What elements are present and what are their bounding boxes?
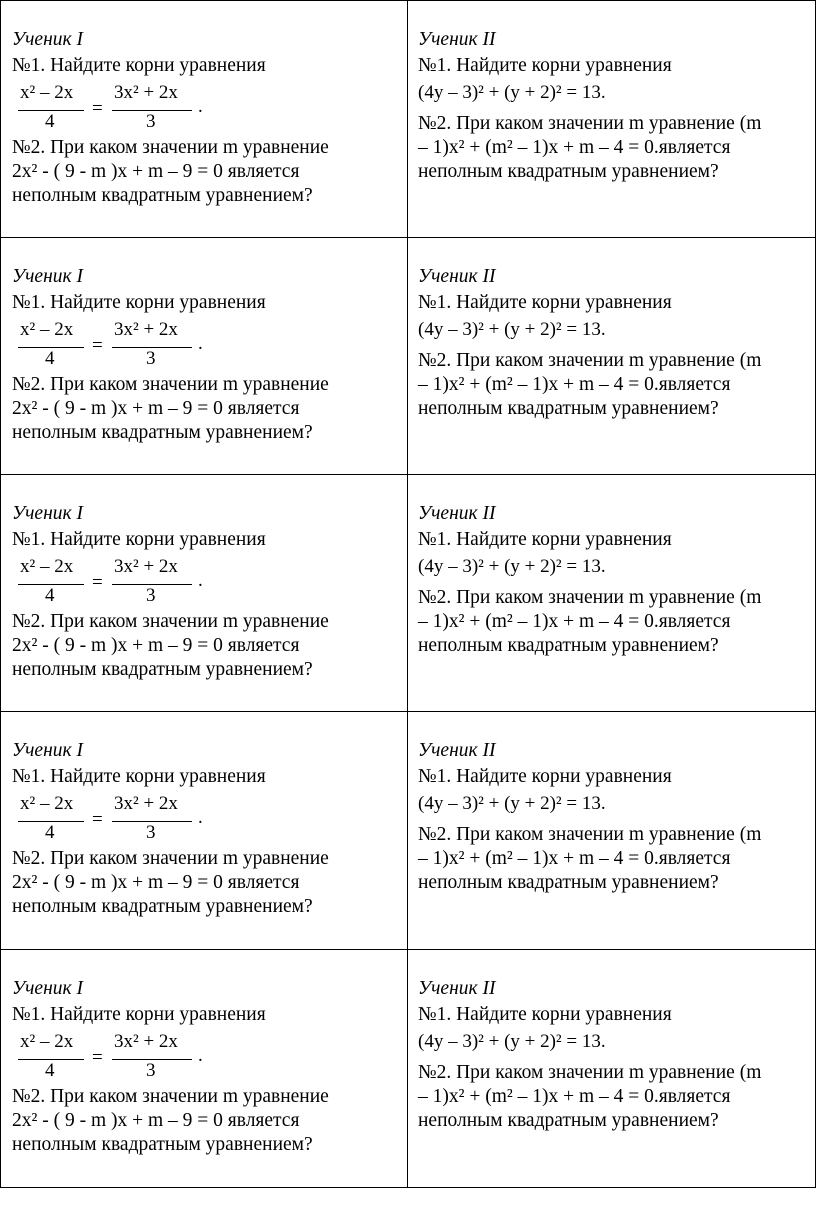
task-2-line-2: 2x² - ( 9 - m )x + m – 9 = 0 является xyxy=(12,872,300,893)
equals-sign: = xyxy=(92,809,103,830)
equation-period: . xyxy=(198,807,203,828)
task-1-label: №1. Найдите корни уравнения xyxy=(12,766,266,787)
fraction-equation xyxy=(18,793,218,843)
numerator-left: x² – 2x xyxy=(20,319,74,340)
task-2-line-1: №2. При каком значении m уравнение xyxy=(12,1086,329,1107)
denominator-right: 3 xyxy=(146,348,156,369)
student-2-title: Ученик II xyxy=(418,978,496,999)
task-2-line-3: неполным квадратным уравнением? xyxy=(12,896,313,917)
student-1-title: Ученик I xyxy=(12,740,83,761)
student-1-title: Ученик I xyxy=(12,503,83,524)
denominator-right: 3 xyxy=(146,585,156,606)
student-1-card xyxy=(12,237,406,474)
task-2-line-2: – 1)x² + (m² – 1)x + m – 4 = 0.является xyxy=(418,137,731,158)
equals-sign: = xyxy=(92,1047,103,1068)
task-2-line-1: №2. При каком значении m уравнение (m xyxy=(418,824,762,845)
numerator-right: 3x² + 2x xyxy=(114,82,178,103)
task-2-line-1: №2. При каком значении m уравнение (m xyxy=(418,587,762,608)
fraction-equation xyxy=(18,319,218,369)
student-1-card xyxy=(12,711,406,948)
task-2-line-1: №2. При каком значении m уравнение (m xyxy=(418,350,762,371)
numerator-right: 3x² + 2x xyxy=(114,556,178,577)
table-row xyxy=(0,474,816,711)
numerator-right: 3x² + 2x xyxy=(114,1031,178,1052)
equation-period: . xyxy=(198,333,203,354)
student-1-title: Ученик I xyxy=(12,978,83,999)
squares-equation: (4y – 3)² + (y + 2)² = 13. xyxy=(418,1031,606,1052)
table-border-bottom xyxy=(0,1187,816,1188)
denominator-left: 4 xyxy=(45,1060,55,1081)
squares-equation: (4y – 3)² + (y + 2)² = 13. xyxy=(418,793,606,814)
denominator-right: 3 xyxy=(146,822,156,843)
task-1-label: №1. Найдите корни уравнения xyxy=(418,766,672,787)
numerator-left: x² – 2x xyxy=(20,82,74,103)
task-1-label: №1. Найдите корни уравнения xyxy=(12,55,266,76)
task-2-line-1: №2. При каком значении m уравнение xyxy=(12,374,329,395)
denominator-right: 3 xyxy=(146,111,156,132)
student-1-title: Ученик I xyxy=(12,266,83,287)
denominator-left: 4 xyxy=(45,822,55,843)
task-2-line-3: неполным квадратным уравнением? xyxy=(418,872,719,893)
table-row xyxy=(0,0,816,237)
task-2-line-2: 2x² - ( 9 - m )x + m – 9 = 0 является xyxy=(12,161,300,182)
task-2-line-2: – 1)x² + (m² – 1)x + m – 4 = 0.является xyxy=(418,1086,731,1107)
fraction-equation xyxy=(18,82,218,132)
task-2-line-2: – 1)x² + (m² – 1)x + m – 4 = 0.является xyxy=(418,611,731,632)
student-2-title: Ученик II xyxy=(418,503,496,524)
task-1-label: №1. Найдите корни уравнения xyxy=(418,292,672,313)
task-2-line-1: №2. При каком значении m уравнение xyxy=(12,848,329,869)
task-1-label: №1. Найдите корни уравнения xyxy=(418,529,672,550)
fraction-equation xyxy=(18,556,218,606)
task-2-line-2: 2x² - ( 9 - m )x + m – 9 = 0 является xyxy=(12,1110,300,1131)
table-row xyxy=(0,949,816,1186)
equation-period: . xyxy=(198,1045,203,1066)
task-2-line-3: неполным квадратным уравнением? xyxy=(418,635,719,656)
equals-sign: = xyxy=(92,335,103,356)
task-2-line-1: №2. При каком значении m уравнение xyxy=(12,611,329,632)
squares-equation: (4y – 3)² + (y + 2)² = 13. xyxy=(418,82,606,103)
numerator-left: x² – 2x xyxy=(20,556,74,577)
denominator-left: 4 xyxy=(45,111,55,132)
task-2-line-3: неполным квадратным уравнением? xyxy=(12,659,313,680)
equation-period: . xyxy=(198,96,203,117)
student-2-title: Ученик II xyxy=(418,266,496,287)
student-1-card xyxy=(12,949,406,1186)
task-2-line-2: – 1)x² + (m² – 1)x + m – 4 = 0.является xyxy=(418,374,731,395)
student-1-title: Ученик I xyxy=(12,29,83,50)
task-1-label: №1. Найдите корни уравнения xyxy=(12,292,266,313)
task-1-label: №1. Найдите корни уравнения xyxy=(12,1004,266,1025)
task-2-line-1: №2. При каком значении m уравнение (m xyxy=(418,113,762,134)
task-1-label: №1. Найдите корни уравнения xyxy=(418,55,672,76)
equals-sign: = xyxy=(92,98,103,119)
task-2-line-1: №2. При каком значении m уравнение (m xyxy=(418,1062,762,1083)
numerator-left: x² – 2x xyxy=(20,1031,74,1052)
student-2-card xyxy=(418,949,812,1186)
task-2-line-2: 2x² - ( 9 - m )x + m – 9 = 0 является xyxy=(12,635,300,656)
numerator-right: 3x² + 2x xyxy=(114,793,178,814)
table-row xyxy=(0,711,816,948)
task-2-line-3: неполным квадратным уравнением? xyxy=(418,161,719,182)
denominator-left: 4 xyxy=(45,585,55,606)
student-2-card xyxy=(418,474,812,711)
student-2-title: Ученик II xyxy=(418,740,496,761)
denominator-left: 4 xyxy=(45,348,55,369)
equals-sign: = xyxy=(92,572,103,593)
task-1-label: №1. Найдите корни уравнения xyxy=(12,529,266,550)
task-2-line-3: неполным квадратным уравнением? xyxy=(418,1110,719,1131)
denominator-right: 3 xyxy=(146,1060,156,1081)
student-1-card xyxy=(12,474,406,711)
task-2-line-3: неполным квадратным уравнением? xyxy=(12,1134,313,1155)
numerator-left: x² – 2x xyxy=(20,793,74,814)
equation-period: . xyxy=(198,570,203,591)
squares-equation: (4y – 3)² + (y + 2)² = 13. xyxy=(418,319,606,340)
task-2-line-2: 2x² - ( 9 - m )x + m – 9 = 0 является xyxy=(12,398,300,419)
task-2-line-2: – 1)x² + (m² – 1)x + m – 4 = 0.является xyxy=(418,848,731,869)
student-2-title: Ученик II xyxy=(418,29,496,50)
task-2-line-1: №2. При каком значении m уравнение xyxy=(12,137,329,158)
student-1-card xyxy=(12,0,406,237)
task-2-line-3: неполным квадратным уравнением? xyxy=(12,185,313,206)
fraction-equation xyxy=(18,1031,218,1081)
task-1-label: №1. Найдите корни уравнения xyxy=(418,1004,672,1025)
numerator-right: 3x² + 2x xyxy=(114,319,178,340)
table-row xyxy=(0,237,816,474)
student-2-card xyxy=(418,237,812,474)
squares-equation: (4y – 3)² + (y + 2)² = 13. xyxy=(418,556,606,577)
task-2-line-3: неполным квадратным уравнением? xyxy=(12,422,313,443)
task-2-line-3: неполным квадратным уравнением? xyxy=(418,398,719,419)
student-2-card xyxy=(418,711,812,948)
student-2-card xyxy=(418,0,812,237)
